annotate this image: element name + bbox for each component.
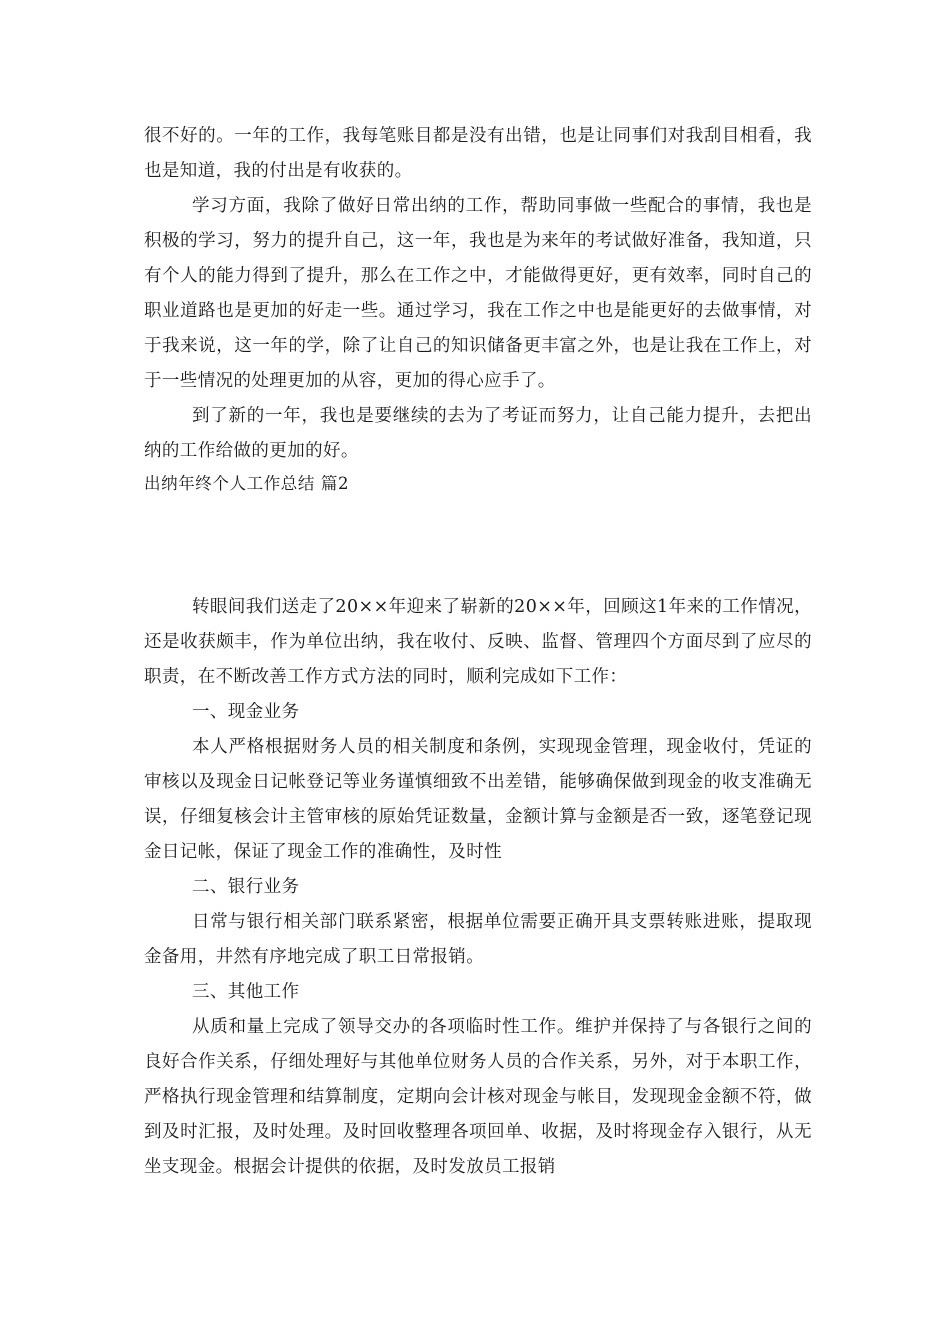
section-2-body: 日常与银行相关部门联系紧密，根据单位需要正确开具支票转账进账，提取现金备用，井然有序地完成了职工日常报销。	[144, 912, 812, 967]
section-3-heading: 三、其他工作	[192, 982, 300, 1002]
article-2-title: 出纳年终个人工作总结 篇2	[144, 474, 350, 493]
section-2-heading: 二、银行业务	[192, 877, 300, 897]
body-column-article-2	[144, 590, 812, 1185]
paragraph-continuation: 很不好的。一年的工作，我每笔账目都是没有出错，也是让同事们对我刮目相看，我也是知道，我的付出是有收获的。	[144, 126, 812, 181]
article-2-intro: 转眼间我们送走了20××年迎来了崭新的20××年，回顾这1年来的工作情况，还是收获颇丰，作为单位出纳，我在收付、反映、监督、管理四个方面尽到了应尽的职责，在不断改善工作方式方法的同时，顺利完成如下工作：	[144, 597, 812, 687]
paragraph-study: 学习方面，我除了做好日常出纳的工作，帮助同事做一些配合的事情，我也是积极的学习，努力的提升自己，这一年，我也是为来年的考试做好准备，我知道，只有个人的能力得到了提升，那么在工作之中，才能做得更好，更有效率，同时自己的职业道路也是更加的好走一些。通过学习，我在工作之中也是能更好的去做事情，对于我来说，这一年的学，除了让自己的知识储备更丰富之外，也是让我在工作上，对于一些情况的处理更加的从容，更加的得心应手了。	[144, 196, 812, 391]
section-1-body: 本人严格根据财务人员的相关制度和条例，实现现金管理，现金收付，凭证的审核以及现金日记帐登记等业务谨慎细致不出差错，能够确保做到现金的收支准确无误，仔细复核会计主管审核的原始凭证数量，金额计算与金额是否一致，逐笔登记现金日记帐，保证了现金工作的准确性，及时性	[144, 737, 812, 862]
body-column-top	[144, 119, 812, 499]
paragraph-new-year: 到了新的一年，我也是要继续的去为了考证而努力，让自己能力提升，去把出纳的工作给做的更加的好。	[144, 406, 812, 461]
section-3-body: 从质和量上完成了领导交办的各项临时性工作。维护并保持了与各银行之间的良好合作关系，仔细处理好与其他单位财务人员的合作关系，另外，对于本职工作，严格执行现金管理和结算制度，定期向会计核对现金与帐目，发现现金金额不符，做到及时汇报，及时处理。及时回收整理各项回单、收据，及时将现金存入银行，从无坐支现金。根据会计提供的依据，及时发放员工报销	[144, 1017, 812, 1177]
section-1-heading: 一、现金业务	[192, 702, 300, 722]
